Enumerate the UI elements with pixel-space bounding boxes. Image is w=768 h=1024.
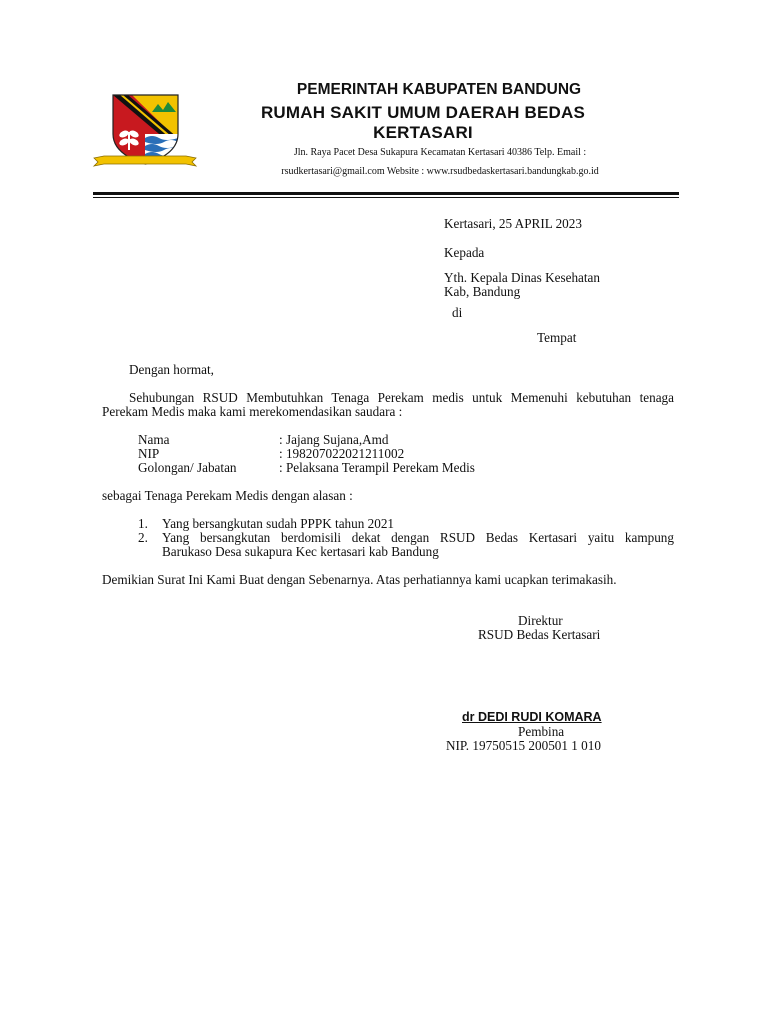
- reason-text: Yang bersangkutan sudah PPPK tahun 2021: [162, 516, 395, 531]
- place-date: Kertasari, 25 APRIL 2023: [444, 216, 582, 231]
- field-value-nip: : 198207022021211002: [279, 446, 405, 461]
- field-value-nama: : Jajang Sujana,Amd: [279, 432, 389, 447]
- bandung-regency-emblem-icon: [92, 92, 198, 170]
- salutation: Dengan hormat,: [129, 362, 214, 377]
- field-label-jabatan: Golongan/ Jabatan: [138, 460, 237, 475]
- to-label: Kepada: [444, 245, 485, 260]
- signatory-name: dr DEDI RUDI KOMARA: [462, 710, 602, 724]
- government-name: PEMERINTAH KABUPATEN BANDUNG: [296, 81, 582, 98]
- signatory-position: Direktur: [518, 613, 563, 628]
- signatory-nip: NIP. 19750515 200501 1 010: [446, 738, 601, 753]
- contact-line: rsudkertasari@gmail.com Website : www.rsudbedaskertasari.bandungkab.go.id: [281, 166, 599, 177]
- reason-number: 1.: [138, 516, 148, 531]
- address-line: Jln. Raya Pacet Desa Sukapura Kecamatan Kertasari 40386 Telp. Email :: [293, 147, 587, 158]
- reason-text-continued: Barukaso Desa sukapura Kec kertasari kab Bandung: [162, 544, 439, 559]
- closing-sentence: Demikian Surat Ini Kami Buat dengan Sebenarnya. Atas perhatiannya kami ucapkan terimakasih.: [102, 572, 617, 587]
- signatory-rank: Pembina: [518, 724, 565, 739]
- signatory-institution: RSUD Bedas Kertasari: [478, 627, 601, 642]
- hospital-name: [243, 103, 603, 143]
- recipient-di: di: [452, 305, 463, 320]
- recipient-line1: Yth. Kepala Dinas Kesehatan: [444, 270, 600, 285]
- letterhead-rule-thin: [93, 197, 679, 198]
- field-value-jabatan: : Pelaksana Terampil Perekam Medis: [279, 460, 475, 475]
- recipient-place: Tempat: [537, 330, 577, 345]
- recipient-line2: Kab, Bandung: [444, 284, 521, 299]
- reason-number: 2.: [138, 530, 148, 545]
- regency-logo: [92, 92, 198, 170]
- intro-line2: Perekam Medis maka kami merekomendasikan saudara :: [102, 404, 403, 419]
- field-label-nama: Nama: [138, 432, 170, 447]
- hospital-name-line1: RUMAH SAKIT UMUM DAERAH BEDAS: [260, 103, 586, 122]
- intro-line1: Sehubungan RSUD Membutuhkan Tenaga Perekam medis untuk Memenuhi kebutuhan tenaga: [129, 390, 674, 405]
- reason-text: Yang bersangkutan berdomisili dekat dengan RSUD Bedas Kertasari yaitu kampung: [162, 530, 674, 545]
- hospital-name-line2: KERTASARI: [373, 123, 473, 142]
- field-label-nip: NIP: [138, 446, 160, 461]
- letterhead-rule-thick: [93, 192, 679, 195]
- reason-intro: sebagai Tenaga Perekam Medis dengan alasan :: [102, 488, 353, 503]
